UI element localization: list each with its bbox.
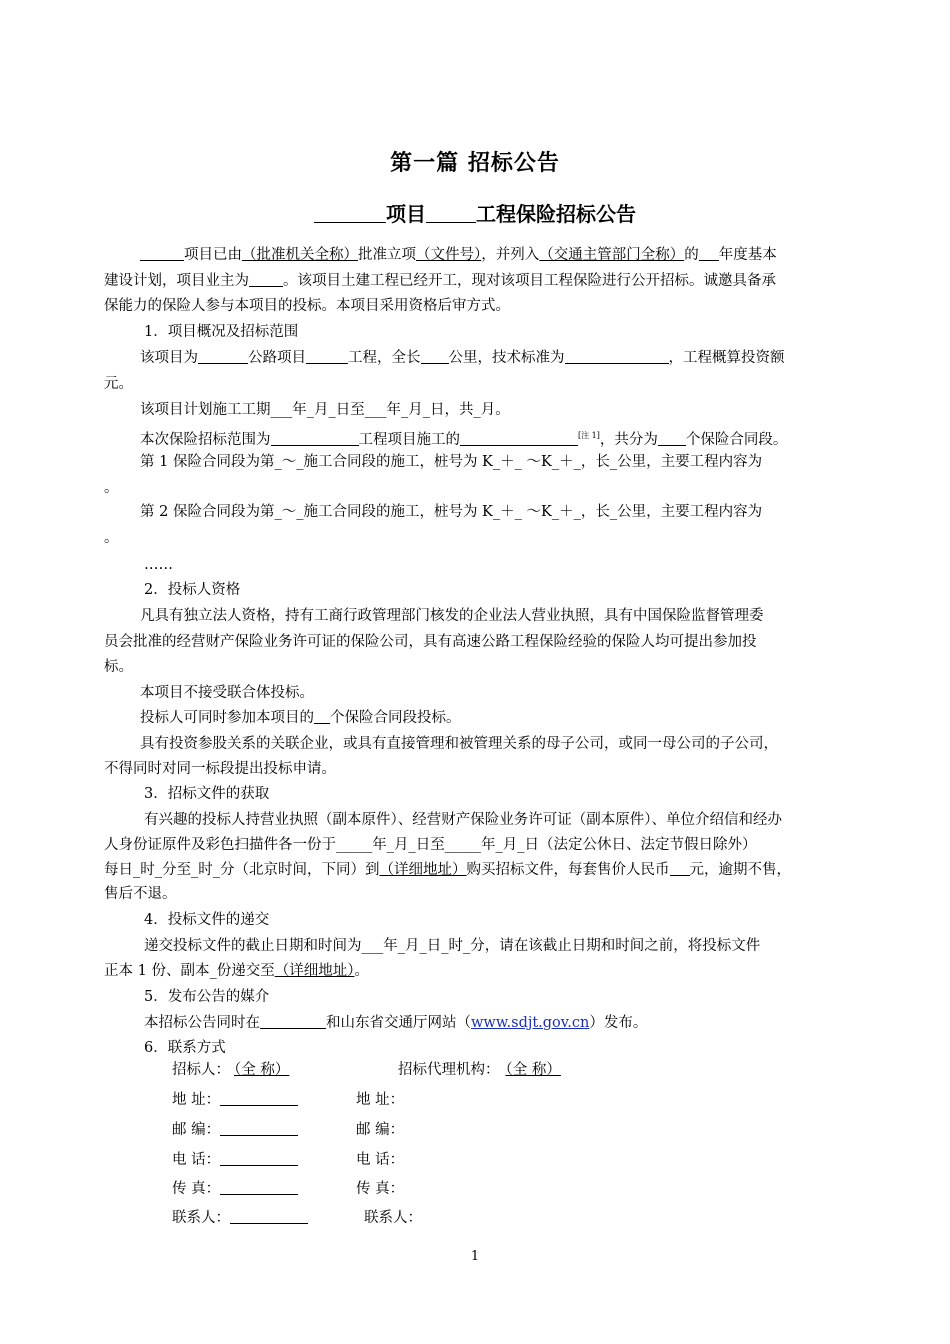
- s2-line-3: 标。: [104, 659, 133, 675]
- s1-line-6: 。: [104, 480, 119, 496]
- section-3-heading: 3．招标文件的获取: [144, 786, 270, 802]
- s5-text: 和山东省交通厅网站（: [326, 1015, 471, 1031]
- s1-line-4: [140, 426, 900, 450]
- agency-contact-row: 联系人：: [364, 1210, 422, 1226]
- s3-line-3: [104, 860, 864, 880]
- s1-line-7: 第 2 保险合同段为第_～_施工合同段的施工，桩号为 K_＋_ ～K_＋_，长_公里，主要工程内容为: [140, 504, 763, 520]
- s3-text: 每日_时_分至_时_分（北京时间，下同）到: [104, 862, 380, 878]
- blank-field: [249, 272, 283, 287]
- blank-field: [230, 1209, 308, 1224]
- tenderer-value: （全 称）: [234, 1062, 290, 1078]
- intro-line-1: [140, 245, 860, 265]
- s1-text: 工程，全长: [348, 350, 421, 366]
- s5-line-1: [144, 1013, 904, 1033]
- s1-text: 工程项目施工的: [358, 432, 460, 448]
- s1-ellipsis: ……: [144, 557, 173, 573]
- s1-text: 本次保险招标范围为: [140, 432, 271, 448]
- s5-text: 本招标公告同时在: [144, 1015, 260, 1031]
- s1-text: ，共分为: [599, 432, 658, 448]
- contact-label: 联系人：: [172, 1210, 230, 1226]
- blank-field: [220, 1091, 298, 1106]
- s2-line-6: 具有投资参股关系的关联企业，或具有直接管理和被管理关系的母子公司，或同一母公司的子公司，: [140, 736, 778, 752]
- intro-line-3: 保能力的保险人参与本项目的投标。本项目采用资格后审方式。: [104, 298, 510, 314]
- s3-text: 元，逾期不售，: [689, 862, 791, 878]
- s2-line-5: [140, 708, 900, 728]
- section-4-heading: 4．投标文件的递交: [144, 912, 270, 928]
- s1-text: 公里，技术标准为: [448, 350, 565, 366]
- tenderer-address-row: [172, 1090, 352, 1110]
- s2-text: 投标人可同时参加本项目的: [140, 710, 314, 726]
- tenderer-postcode-row: [172, 1120, 352, 1140]
- section-2-heading: 2．投标人资格: [144, 582, 241, 598]
- s4-text: 。: [354, 963, 369, 979]
- website-link[interactable]: www.sdjt.gov.cn: [471, 1015, 590, 1031]
- notice-title-project: 项目: [386, 202, 426, 226]
- intro-text: ，并列入: [481, 247, 540, 263]
- blank-field: [140, 246, 184, 261]
- blank-field: [314, 208, 386, 223]
- blank-field: [260, 1014, 326, 1029]
- agency-phone-row: 电 话：: [356, 1152, 405, 1168]
- s4-line-2: [104, 961, 864, 981]
- footnote-marker: [注 1]: [578, 431, 600, 440]
- agency-fax-row: 传 真：: [356, 1181, 405, 1197]
- postcode-label: 邮 编：: [172, 1122, 221, 1138]
- s4-text: 正本 1 份、副本_份递交至: [104, 963, 275, 979]
- agency-label: 招标代理机构：: [398, 1062, 500, 1078]
- intro-text: 批准立项: [358, 247, 416, 263]
- section-6-heading: 6．联系方式: [144, 1040, 226, 1056]
- intro-text: 年度基本: [718, 247, 777, 263]
- notice-title: [0, 198, 950, 227]
- tenderer-row: [172, 1060, 372, 1080]
- s1-line-8: 。: [104, 530, 119, 546]
- blank-field: [314, 709, 330, 724]
- chapter-title: 第一篇 招标公告: [390, 150, 560, 176]
- tenderer-fax-row: [172, 1179, 352, 1199]
- agency-value: （全 称）: [505, 1062, 561, 1078]
- tenderer-phone-row: [172, 1150, 352, 1170]
- blank-field: [220, 1180, 298, 1195]
- section-5-heading: 5．发布公告的媒介: [144, 989, 270, 1005]
- doc-no-placeholder: （文件号）: [416, 247, 482, 263]
- s1-line-2: 元。: [104, 376, 133, 392]
- s2-line-2: 员会批准的经营财产保险业务许可证的保险公司，具有高速公路工程保险经验的保险人均可提出参加投: [104, 634, 757, 650]
- page-number: 1: [470, 1249, 480, 1264]
- s1-text: ，工程概算投资额: [668, 350, 785, 366]
- approver-placeholder: （批准机关全称）: [242, 247, 358, 263]
- tenderer-contact-row: [172, 1208, 362, 1228]
- blank-field: [699, 246, 719, 261]
- agency-address-row: 地 址：: [356, 1092, 405, 1108]
- address-label: 地 址：: [172, 1092, 221, 1108]
- blank-field: [271, 431, 359, 446]
- s1-line-1: [140, 348, 862, 368]
- s3-line-2: 人身份证原件及彩色扫描件各一份于_____年_月_日至_____年_月_日（法定公休日、法定节假日除外）: [104, 837, 757, 853]
- notice-title-rest: 工程保险招标公告: [476, 202, 636, 226]
- s3-text: 购买招标文件，每套售价人民币: [466, 862, 670, 878]
- s1-text: 该项目为: [140, 350, 198, 366]
- s2-line-1: 凡具有独立法人资格，持有工商行政管理部门核发的企业法人营业执照，具有中国保险监督管理委: [140, 608, 764, 624]
- blank-field: [220, 1121, 298, 1136]
- s1-text: 公路项目: [248, 350, 306, 366]
- dept-placeholder: （交通主管部门全称）: [539, 247, 685, 263]
- s2-text: 个保险合同段投标。: [330, 710, 461, 726]
- blank-field: [565, 349, 669, 364]
- s2-line-7: 不得同时对同一标段提出投标申请。: [104, 761, 336, 777]
- address-placeholder: （详细地址）: [274, 963, 355, 979]
- phone-label: 电 话：: [172, 1152, 221, 1168]
- blank-field: [670, 861, 690, 876]
- s1-line-3: 该项目计划施工工期___年_月_日至___年_月_日，共_月。: [140, 402, 510, 418]
- blank-field: [220, 1151, 298, 1166]
- blank-field: [658, 431, 686, 446]
- blank-field: [426, 208, 476, 223]
- tenderer-label: 招标人：: [172, 1062, 230, 1078]
- agency-postcode-row: 邮 编：: [356, 1122, 405, 1138]
- blank-field: [421, 349, 449, 364]
- fax-label: 传 真：: [172, 1181, 221, 1197]
- intro-line-2: [104, 271, 864, 291]
- intro-text: 建设计划，项目业主为: [104, 273, 249, 289]
- blank-field: [198, 349, 248, 364]
- blank-field: [460, 431, 578, 446]
- agency-row: [398, 1060, 698, 1080]
- s4-line-1: 递交投标文件的截止日期和时间为___年_月_日_时_分，请在该截止日期和时间之前，将投标文件: [144, 938, 761, 954]
- s5-text: ）发布。: [589, 1015, 648, 1031]
- intro-text: 的: [684, 247, 699, 263]
- s1-line-5: 第 1 保险合同段为第_～_施工合同段的施工，桩号为 K_＋_ ～K_＋_，长_公里，主要工程内容为: [140, 454, 763, 470]
- s3-line-4: 售后不退。: [104, 886, 177, 902]
- section-1-heading: 1．项目概况及招标范围: [144, 324, 299, 340]
- address-placeholder: （详细地址）: [379, 862, 467, 878]
- s3-line-1: 有兴趣的投标人持营业执照（副本原件）、经营财产保险业务许可证（副本原件）、单位介绍信和经办: [144, 812, 782, 828]
- intro-text: 项目已由: [184, 247, 242, 263]
- s1-text: 个保险合同段。: [685, 432, 788, 448]
- blank-field: [306, 349, 348, 364]
- s2-line-4: 本项目不接受联合体投标。: [140, 685, 314, 701]
- intro-text: 。该项目土建工程已经开工，现对该项目工程保险进行公开招标。诚邀具备承: [283, 273, 776, 289]
